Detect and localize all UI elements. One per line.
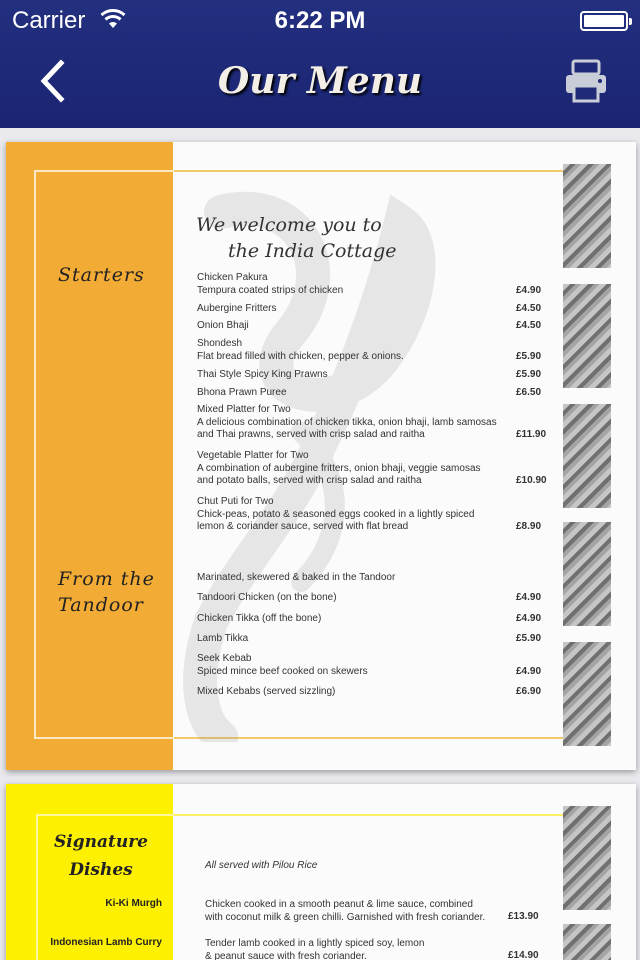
frame-border (34, 170, 174, 739)
menu-item-description: Flat bread filled with chicken, pepper & onions. (197, 350, 404, 362)
carving-photo (563, 404, 611, 508)
menu-item-price: £8.90 (516, 521, 542, 532)
menu-item-price: £6.90 (516, 686, 542, 697)
taj-mahal-photo (563, 522, 611, 626)
temple-photo (563, 924, 611, 960)
menu-item (197, 450, 547, 488)
menu-item-price: £4.50 (516, 320, 542, 331)
menu-item-description: Chick-peas, potato & seasoned eggs cooked in a lightly spiced (197, 508, 475, 520)
tiger-photo (563, 806, 611, 910)
menu-item-name: Thai Style Spicy King Prawns (197, 369, 328, 380)
menu-item-description: A combination of aubergine fritters, onion bhaji, veggie samosas (197, 462, 481, 474)
menu-item-price: £4.90 (516, 613, 542, 624)
menu-item-name: Shondesh (197, 338, 243, 349)
menu-item-description: and potato balls, served with crisp salad and raitha (197, 475, 422, 486)
section-title-line: From the (58, 568, 155, 590)
menu-item (197, 633, 547, 646)
dish-price: £13.90 (508, 911, 539, 922)
welcome-text (196, 212, 397, 264)
section-title-signature (46, 828, 156, 884)
dish-description (205, 898, 505, 924)
menu-item-description: A delicious combination of chicken tikka, onion bhaji, lamb samosas (197, 416, 497, 428)
menu-item-price: £4.90 (516, 665, 542, 677)
carrier-label: Carrier (12, 7, 86, 34)
menu-item (197, 369, 547, 382)
page-title: Our Menu (217, 60, 423, 102)
market-photo (563, 642, 611, 746)
menu-item-name: Mixed Kebabs (served sizzling) (197, 686, 336, 697)
dish-description-line: with coconut milk & green chilli. Garnished with fresh coriander. (205, 912, 486, 923)
menu-item-description: and Thai prawns, served with crisp salad and raitha (197, 429, 425, 440)
menu-item-name: Vegetable Platter for Two (197, 450, 309, 461)
welcome-line: We welcome you to (196, 214, 382, 236)
chevron-left-icon[interactable] (30, 58, 78, 106)
menu-item (197, 303, 547, 316)
section-title-tandoor (58, 566, 155, 618)
menu-item (197, 320, 547, 333)
menu-item-name: Lamb Tikka (197, 633, 249, 644)
tandoor-intro: Marinated, skewered & baked in the Tandoor (197, 572, 396, 583)
section-title-starters: Starters (58, 264, 145, 286)
rice-note: All served with Pilou Rice (205, 860, 318, 871)
status-bar (0, 0, 640, 40)
menu-item-name: Chicken Tikka (off the bone) (197, 613, 322, 624)
menu-item (197, 686, 547, 699)
menu-item (197, 272, 547, 297)
menu-item-name: Bhona Prawn Puree (197, 387, 287, 398)
frame-line-top (174, 814, 564, 816)
menu-item-price: £4.50 (516, 303, 542, 314)
menu-item (197, 496, 547, 534)
menu-item-name: Mixed Platter for Two (197, 404, 291, 415)
menu-item (197, 592, 547, 605)
dish-description (205, 937, 505, 960)
menu-item-name: Aubergine Fritters (197, 303, 277, 314)
menu-item-price: £5.90 (516, 369, 542, 380)
menu-item (197, 613, 547, 626)
menu-item-name: Chut Puti for Two (197, 496, 274, 507)
menu-item-price: £5.90 (516, 350, 542, 362)
tiger-photo (563, 164, 611, 268)
menu-item-price: £4.90 (516, 284, 542, 296)
section-title-line: Tandoor (58, 594, 144, 616)
dish-description-line: Tender lamb cooked in a lightly spiced soy, lemon (205, 938, 425, 949)
menu-page-signature[interactable] (6, 784, 636, 960)
menu-item-description: lemon & coriander sauce, served with flat bread (197, 521, 409, 532)
menu-item-name: Tandoori Chicken (on the bone) (197, 592, 337, 603)
frame-line-top (174, 170, 564, 172)
welcome-line: the India Cottage (228, 240, 397, 262)
dish-name: Ki-Ki Murgh (105, 898, 162, 909)
menu-item-name: Onion Bhaji (197, 320, 249, 331)
temple-photo (563, 284, 611, 388)
menu-item-description: Spiced mince beef cooked on skewers (197, 665, 368, 677)
menu-item-name: Seek Kebab (197, 653, 252, 664)
menu-item-price: £6.50 (516, 387, 542, 398)
menu-item-name: Chicken Pakura (197, 272, 268, 283)
menu-item-description: Tempura coated strips of chicken (197, 284, 344, 296)
clock: 6:22 PM (274, 7, 366, 34)
menu-item-price: £5.90 (516, 633, 542, 644)
printer-icon[interactable] (562, 58, 610, 106)
dish-name: Indonesian Lamb Curry (50, 937, 162, 948)
menu-item-price: £4.90 (516, 592, 542, 603)
menu-page-starters[interactable] (6, 142, 636, 770)
menu-item (197, 387, 547, 400)
dish-description-line: Chicken cooked in a smooth peanut & lime sauce, combined (205, 899, 473, 910)
battery-icon (580, 11, 628, 31)
menu-item-price: £10.90 (516, 475, 547, 486)
dish-description-line: & peanut sauce with fresh coriander. (205, 951, 367, 960)
dish-price: £14.90 (508, 950, 539, 960)
section-title-line: Dishes (69, 860, 133, 880)
menu-item (197, 338, 547, 363)
menu-item (197, 653, 547, 678)
menu-item-price: £11.90 (516, 429, 547, 440)
top-bar (0, 0, 640, 128)
section-title-line: Signature (54, 832, 148, 852)
menu-item (197, 404, 547, 442)
